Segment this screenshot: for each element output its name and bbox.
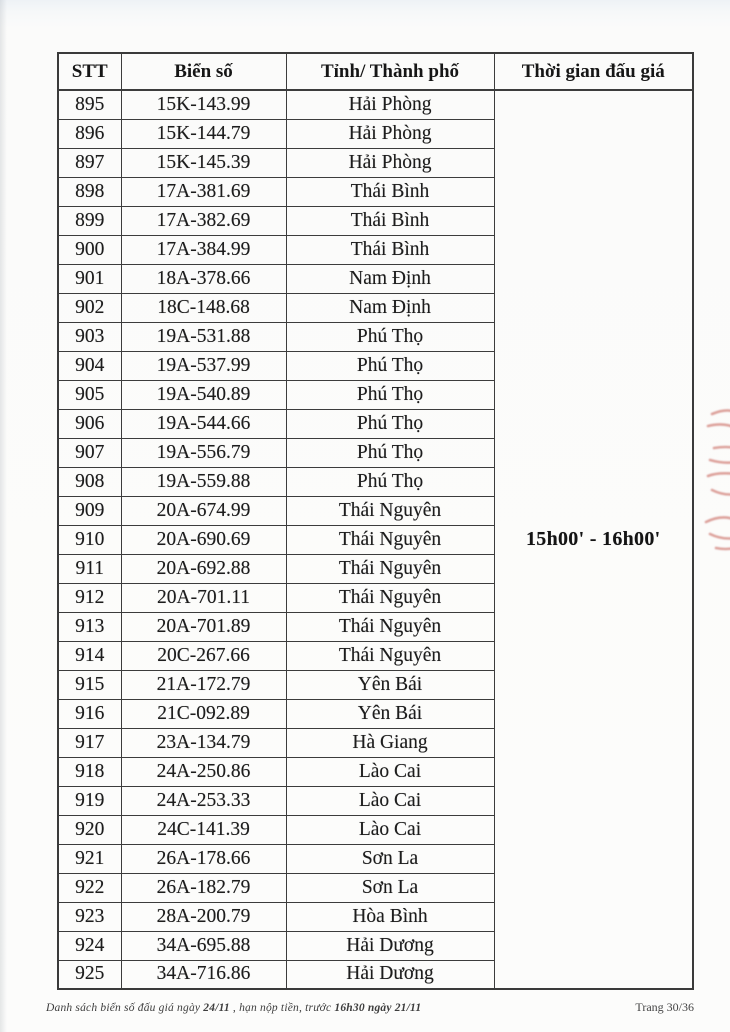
page-footer [46, 1000, 694, 1015]
plate-cell: 15K-145.39 [121, 148, 286, 177]
province-cell: Phú Thọ [286, 438, 494, 467]
stt-cell: 907 [58, 438, 121, 467]
plate-cell: 20A-690.69 [121, 525, 286, 554]
plate-cell: 17A-381.69 [121, 177, 286, 206]
col-header-stt: STT [58, 53, 121, 90]
stt-cell: 925 [58, 960, 121, 989]
province-cell: Thái Bình [286, 177, 494, 206]
plate-cell: 19A-537.99 [121, 351, 286, 380]
province-cell: Lào Cai [286, 815, 494, 844]
plate-cell: 20A-701.89 [121, 612, 286, 641]
stt-cell: 922 [58, 873, 121, 902]
stt-cell: 898 [58, 177, 121, 206]
footer-auction-date: 24/11 [203, 1002, 230, 1014]
stt-cell: 904 [58, 351, 121, 380]
province-cell: Nam Định [286, 264, 494, 293]
province-cell: Phú Thọ [286, 409, 494, 438]
plate-cell: 28A-200.79 [121, 902, 286, 931]
stt-cell: 903 [58, 322, 121, 351]
plate-cell: 26A-182.79 [121, 873, 286, 902]
plate-cell: 19A-531.88 [121, 322, 286, 351]
plate-cell: 15K-144.79 [121, 119, 286, 148]
stt-cell: 905 [58, 380, 121, 409]
header-row [58, 53, 693, 90]
plate-cell: 24A-250.86 [121, 757, 286, 786]
province-cell: Phú Thọ [286, 322, 494, 351]
province-cell: Phú Thọ [286, 380, 494, 409]
province-cell: Thái Bình [286, 206, 494, 235]
province-cell: Yên Bái [286, 670, 494, 699]
stt-cell: 915 [58, 670, 121, 699]
stt-cell: 923 [58, 902, 121, 931]
plate-cell: 34A-695.88 [121, 931, 286, 960]
plate-cell: 21C-092.89 [121, 699, 286, 728]
plate-cell: 17A-384.99 [121, 235, 286, 264]
province-cell: Phú Thọ [286, 467, 494, 496]
stt-cell: 921 [58, 844, 121, 873]
province-cell: Hòa Bình [286, 902, 494, 931]
province-cell: Lào Cai [286, 757, 494, 786]
footer-deadline: 16h30 ngày 21/11 [334, 1002, 422, 1014]
province-cell: Thái Nguyên [286, 583, 494, 612]
page-number: Trang 30/36 [635, 1000, 694, 1014]
plate-cell: 19A-540.89 [121, 380, 286, 409]
province-cell: Thái Nguyên [286, 641, 494, 670]
col-header-province: Tỉnh/ Thành phố [286, 53, 494, 90]
province-cell: Hải Phòng [286, 119, 494, 148]
province-cell: Sơn La [286, 873, 494, 902]
province-cell: Thái Nguyên [286, 496, 494, 525]
stt-cell: 914 [58, 641, 121, 670]
plate-cell: 23A-134.79 [121, 728, 286, 757]
plate-cell: 20C-267.66 [121, 641, 286, 670]
auction-time-cell: 15h00' - 16h00' [494, 90, 693, 989]
plate-cell: 19A-556.79 [121, 438, 286, 467]
plate-cell: 34A-716.86 [121, 960, 286, 989]
stt-cell: 920 [58, 815, 121, 844]
stt-cell: 912 [58, 583, 121, 612]
stt-cell: 919 [58, 786, 121, 815]
province-cell: Phú Thọ [286, 351, 494, 380]
stt-cell: 896 [58, 119, 121, 148]
stt-cell: 899 [58, 206, 121, 235]
plate-cell: 17A-382.69 [121, 206, 286, 235]
plate-cell: 18C-148.68 [121, 293, 286, 322]
footer-note-text-2: , hạn nộp tiền, trước [229, 1002, 335, 1014]
stt-cell: 909 [58, 496, 121, 525]
plate-cell: 21A-172.79 [121, 670, 286, 699]
province-cell: Hải Phòng [286, 90, 494, 119]
stt-cell: 908 [58, 467, 121, 496]
col-header-plate: Biển số [121, 53, 286, 90]
province-cell: Yên Bái [286, 699, 494, 728]
stt-cell: 917 [58, 728, 121, 757]
stt-cell: 906 [58, 409, 121, 438]
province-cell: Thái Nguyên [286, 554, 494, 583]
plate-cell: 20A-701.11 [121, 583, 286, 612]
province-cell: Hải Dương [286, 960, 494, 989]
red-stamp-fragment [694, 402, 730, 562]
plate-cell: 19A-544.66 [121, 409, 286, 438]
province-cell: Sơn La [286, 844, 494, 873]
plate-cell: 24C-141.39 [121, 815, 286, 844]
plate-auction-table [57, 52, 694, 990]
plate-cell: 15K-143.99 [121, 90, 286, 119]
province-cell: Hải Dương [286, 931, 494, 960]
stt-cell: 913 [58, 612, 121, 641]
province-cell: Hà Giang [286, 728, 494, 757]
col-header-auction-time: Thời gian đấu giá [494, 53, 693, 90]
footer-note-text-1: Danh sách biển số đấu giá ngày [46, 1002, 204, 1014]
province-cell: Thái Nguyên [286, 525, 494, 554]
footer-note [46, 1002, 421, 1014]
scan-edge-shadow [0, 0, 7, 1032]
province-cell: Nam Định [286, 293, 494, 322]
plate-cell: 24A-253.33 [121, 786, 286, 815]
province-cell: Thái Nguyên [286, 612, 494, 641]
plate-table-body [58, 90, 693, 989]
stt-cell: 911 [58, 554, 121, 583]
stt-cell: 902 [58, 293, 121, 322]
plate-cell: 19A-559.88 [121, 467, 286, 496]
stt-cell: 918 [58, 757, 121, 786]
plate-cell: 20A-692.88 [121, 554, 286, 583]
plate-cell: 18A-378.66 [121, 264, 286, 293]
stt-cell: 897 [58, 148, 121, 177]
plate-cell: 26A-178.66 [121, 844, 286, 873]
plate-cell: 20A-674.99 [121, 496, 286, 525]
stt-cell: 910 [58, 525, 121, 554]
stt-cell: 895 [58, 90, 121, 119]
province-cell: Lào Cai [286, 786, 494, 815]
table-row [58, 90, 693, 119]
stt-cell: 900 [58, 235, 121, 264]
province-cell: Hải Phòng [286, 148, 494, 177]
stt-cell: 924 [58, 931, 121, 960]
stt-cell: 916 [58, 699, 121, 728]
province-cell: Thái Bình [286, 235, 494, 264]
stt-cell: 901 [58, 264, 121, 293]
